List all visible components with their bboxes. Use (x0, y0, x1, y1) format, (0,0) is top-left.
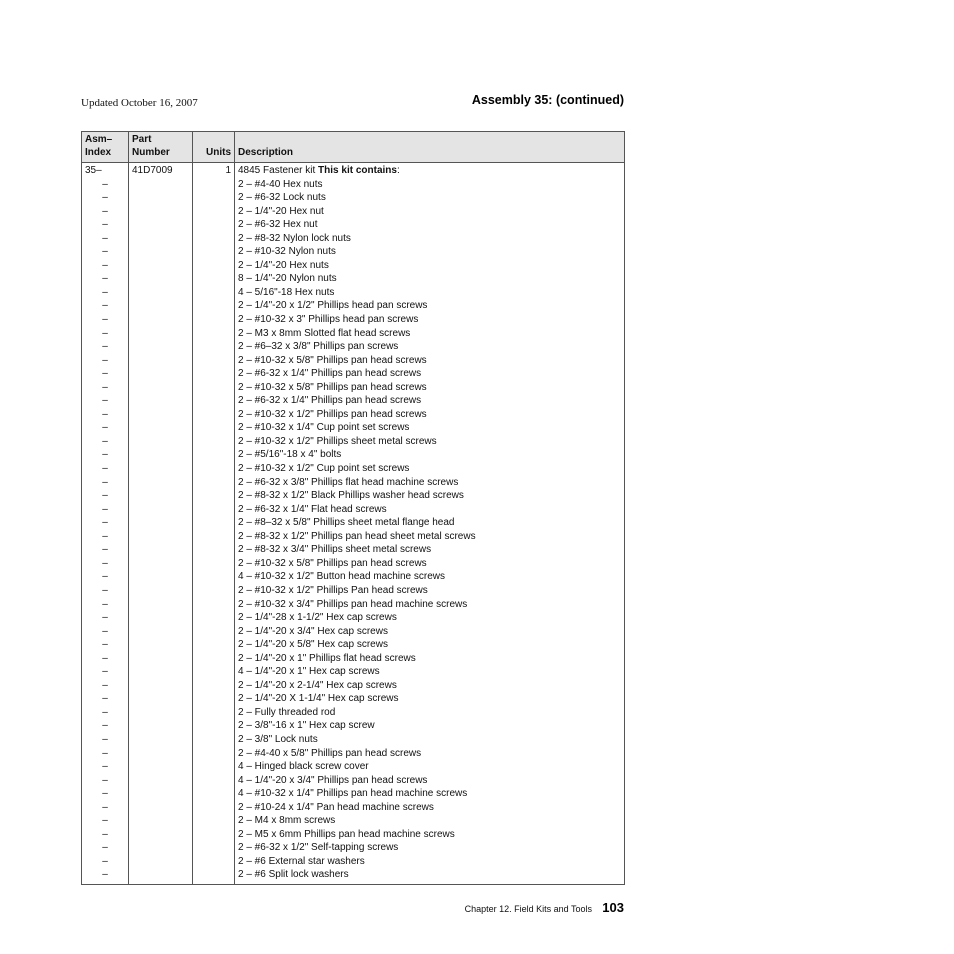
part-number-cell (129, 462, 193, 476)
table-row (82, 489, 625, 503)
description-cell: 2 – 1/4"-20 X 1-1/4" Hex cap screws (235, 692, 625, 706)
units-cell (193, 394, 235, 408)
units-cell (193, 272, 235, 286)
description-cell: 2 – #10-32 x 1/2" Phillips sheet metal screws (235, 435, 625, 449)
units-cell (193, 354, 235, 368)
table-row (82, 421, 625, 435)
description-cell: 2 – 1/4"-20 x 2-1/4" Hex cap screws (235, 679, 625, 693)
table-row (82, 245, 625, 259)
table-row (82, 719, 625, 733)
asm-index-cell: – (82, 489, 129, 503)
asm-index-cell: – (82, 625, 129, 639)
asm-index-cell: – (82, 665, 129, 679)
units-cell (193, 462, 235, 476)
part-number-cell (129, 245, 193, 259)
table-row (82, 205, 625, 219)
asm-index-cell: – (82, 530, 129, 544)
table-row (82, 747, 625, 761)
description-cell: 2 – #6-32 Hex nut (235, 218, 625, 232)
table-row (82, 801, 625, 815)
table-row (82, 625, 625, 639)
part-number-cell (129, 787, 193, 801)
units-cell (193, 801, 235, 815)
asm-index-cell: – (82, 178, 129, 192)
units-cell: 1 (193, 163, 235, 178)
asm-index-cell: – (82, 232, 129, 246)
description-cell: 2 – M5 x 6mm Phillips pan head machine screws (235, 828, 625, 842)
part-number-cell (129, 476, 193, 490)
part-number-cell (129, 760, 193, 774)
description-cell: 2 – #6-32 x 3/8" Phillips flat head machine screws (235, 476, 625, 490)
units-cell (193, 232, 235, 246)
units-cell (193, 814, 235, 828)
units-cell (193, 828, 235, 842)
table-row (82, 272, 625, 286)
units-cell (193, 367, 235, 381)
asm-index-cell: – (82, 814, 129, 828)
table-row (82, 760, 625, 774)
table-row (82, 394, 625, 408)
table-row (82, 814, 625, 828)
description-cell: 2 – M3 x 8mm Slotted flat head screws (235, 327, 625, 341)
units-cell (193, 652, 235, 666)
table-row (82, 299, 625, 313)
asm-index-cell: – (82, 245, 129, 259)
units-cell (193, 448, 235, 462)
table-row (82, 286, 625, 300)
table-row (82, 191, 625, 205)
part-number-cell (129, 340, 193, 354)
table-row (82, 611, 625, 625)
units-cell (193, 178, 235, 192)
description-cell: 2 – M4 x 8mm screws (235, 814, 625, 828)
description-cell: 2 – #8–32 x 5/8" Phillips sheet metal flange head (235, 516, 625, 530)
part-number-cell (129, 665, 193, 679)
units-cell (193, 408, 235, 422)
part-number-cell (129, 313, 193, 327)
asm-index-cell: – (82, 448, 129, 462)
units-cell (193, 205, 235, 219)
description-cell: 4845 Fastener kit This kit contains: (235, 163, 625, 178)
asm-index-cell: – (82, 259, 129, 273)
description-cell: 4 – 5/16"-18 Hex nuts (235, 286, 625, 300)
units-cell (193, 286, 235, 300)
part-number-cell (129, 205, 193, 219)
updated-date: Updated October 16, 2007 (81, 97, 198, 109)
part-number-cell (129, 638, 193, 652)
part-number-cell (129, 679, 193, 693)
table-row (82, 787, 625, 801)
units-cell (193, 638, 235, 652)
table-row (82, 855, 625, 869)
table-row (82, 259, 625, 273)
units-cell (193, 598, 235, 612)
table-row (82, 218, 625, 232)
description-cell: 2 – #10-32 Nylon nuts (235, 245, 625, 259)
units-cell (193, 476, 235, 490)
page-number: 103 (602, 900, 624, 915)
asm-index-cell: – (82, 503, 129, 517)
table-row (82, 163, 625, 178)
part-number-cell (129, 286, 193, 300)
description-cell: 2 – #6–32 x 3/8" Phillips pan screws (235, 340, 625, 354)
table-row (82, 448, 625, 462)
part-number-cell (129, 191, 193, 205)
asm-index-cell: – (82, 719, 129, 733)
asm-index-cell: – (82, 218, 129, 232)
description-cell: 2 – #8-32 x 3/4" Phillips sheet metal screws (235, 543, 625, 557)
table-row (82, 503, 625, 517)
units-cell (193, 855, 235, 869)
table-row (82, 367, 625, 381)
units-cell (193, 679, 235, 693)
units-cell (193, 530, 235, 544)
table-row (82, 652, 625, 666)
units-cell (193, 774, 235, 788)
description-cell: 8 – 1/4"-20 Nylon nuts (235, 272, 625, 286)
description-cell: 2 – #10-32 x 1/2" Cup point set screws (235, 462, 625, 476)
table-row (82, 408, 625, 422)
description-cell: 2 – #10-32 x 3" Phillips head pan screws (235, 313, 625, 327)
description-cell: 2 – 1/4"-20 x 3/4" Hex cap screws (235, 625, 625, 639)
part-number-cell (129, 706, 193, 720)
column-header-part-number: Part Number (129, 132, 193, 163)
description-cell: 2 – #10-32 x 1/2" Phillips pan head screws (235, 408, 625, 422)
asm-index-cell: – (82, 733, 129, 747)
description-cell: 2 – #10-32 x 5/8" Phillips pan head screws (235, 354, 625, 368)
units-cell (193, 868, 235, 884)
units-cell (193, 218, 235, 232)
asm-index-cell: – (82, 313, 129, 327)
table-row (82, 706, 625, 720)
table-row (82, 841, 625, 855)
description-cell: 2 – 1/4"-20 x 1" Phillips flat head screws (235, 652, 625, 666)
part-number-cell (129, 503, 193, 517)
description-cell: 2 – #10-24 x 1/4" Pan head machine screws (235, 801, 625, 815)
part-number-cell (129, 570, 193, 584)
column-header-units: Units (193, 132, 235, 163)
description-cell: 2 – #4-40 x 5/8" Phillips pan head screws (235, 747, 625, 761)
part-number-cell (129, 543, 193, 557)
asm-index-cell: – (82, 747, 129, 761)
asm-index-cell: – (82, 774, 129, 788)
description-cell: 2 – 3/8"-16 x 1" Hex cap screw (235, 719, 625, 733)
table-row (82, 584, 625, 598)
units-cell (193, 421, 235, 435)
units-cell (193, 327, 235, 341)
part-number-cell (129, 719, 193, 733)
asm-index-cell: – (82, 476, 129, 490)
table-row (82, 868, 625, 884)
units-cell (193, 584, 235, 598)
table-row (82, 828, 625, 842)
units-cell (193, 557, 235, 571)
part-number-cell (129, 367, 193, 381)
table-row (82, 435, 625, 449)
part-number-cell: 41D7009 (129, 163, 193, 178)
description-cell: 2 – #6-32 Lock nuts (235, 191, 625, 205)
table-row (82, 733, 625, 747)
units-cell (193, 191, 235, 205)
description-cell: 2 – #6-32 x 1/4" Phillips pan head screws (235, 367, 625, 381)
asm-index-cell: – (82, 679, 129, 693)
asm-index-cell: – (82, 462, 129, 476)
description-cell: 2 – #4-40 Hex nuts (235, 178, 625, 192)
units-cell (193, 760, 235, 774)
units-cell (193, 516, 235, 530)
description-cell: 2 – #6 External star washers (235, 855, 625, 869)
description-cell: 4 – #10-32 x 1/4" Phillips pan head machine screws (235, 787, 625, 801)
part-number-cell (129, 327, 193, 341)
description-cell: 2 – #8-32 x 1/2" Phillips pan head sheet metal screws (235, 530, 625, 544)
units-cell (193, 611, 235, 625)
units-cell (193, 841, 235, 855)
part-number-cell (129, 178, 193, 192)
description-cell: 2 – #10-32 x 1/2" Phillips Pan head screws (235, 584, 625, 598)
part-number-cell (129, 625, 193, 639)
asm-index-cell: – (82, 381, 129, 395)
asm-index-cell: – (82, 557, 129, 571)
part-number-cell (129, 801, 193, 815)
part-number-cell (129, 855, 193, 869)
asm-index-cell: – (82, 841, 129, 855)
description-cell: 2 – #5/16"-18 x 4" bolts (235, 448, 625, 462)
part-number-cell (129, 868, 193, 884)
units-cell (193, 503, 235, 517)
part-number-cell (129, 557, 193, 571)
description-cell: 2 – #6-32 x 1/4" Phillips pan head screws (235, 394, 625, 408)
asm-index-cell: – (82, 787, 129, 801)
part-number-cell (129, 354, 193, 368)
part-number-cell (129, 232, 193, 246)
part-number-cell (129, 530, 193, 544)
asm-index-cell: – (82, 584, 129, 598)
asm-index-cell: – (82, 408, 129, 422)
table-row (82, 774, 625, 788)
asm-index-cell: – (82, 706, 129, 720)
description-cell: 2 – #6-32 x 1/4" Flat head screws (235, 503, 625, 517)
asm-index-cell: – (82, 828, 129, 842)
asm-index-cell: – (82, 286, 129, 300)
table-row (82, 679, 625, 693)
description-cell: 2 – 1/4"-20 x 5/8" Hex cap screws (235, 638, 625, 652)
part-number-cell (129, 814, 193, 828)
part-number-cell (129, 299, 193, 313)
part-number-cell (129, 448, 193, 462)
asm-index-cell: – (82, 692, 129, 706)
column-header-description: Description (235, 132, 625, 163)
asm-index-cell: – (82, 299, 129, 313)
part-number-cell (129, 841, 193, 855)
asm-index-cell: – (82, 516, 129, 530)
asm-index-cell: – (82, 611, 129, 625)
table-row (82, 557, 625, 571)
units-cell (193, 299, 235, 313)
part-number-cell (129, 489, 193, 503)
asm-index-cell: – (82, 354, 129, 368)
part-number-cell (129, 435, 193, 449)
description-cell: 2 – #10-32 x 3/4" Phillips pan head machine screws (235, 598, 625, 612)
part-number-cell (129, 774, 193, 788)
part-number-cell (129, 259, 193, 273)
units-cell (193, 543, 235, 557)
part-number-cell (129, 733, 193, 747)
description-cell: 2 – 1/4"-20 x 1/2" Phillips head pan screws (235, 299, 625, 313)
table-row (82, 570, 625, 584)
table-row (82, 232, 625, 246)
asm-index-cell: 35– (82, 163, 129, 178)
kit-contents-label: This kit contains (318, 165, 397, 176)
description-cell: 2 – Fully threaded rod (235, 706, 625, 720)
asm-index-cell: – (82, 638, 129, 652)
units-cell (193, 259, 235, 273)
part-number-cell (129, 828, 193, 842)
asm-index-cell: – (82, 598, 129, 612)
table-row (82, 638, 625, 652)
table-row (82, 313, 625, 327)
units-cell (193, 489, 235, 503)
asm-index-cell: – (82, 367, 129, 381)
units-cell (193, 570, 235, 584)
table-row (82, 543, 625, 557)
description-cell: 4 – #10-32 x 1/2" Button head machine screws (235, 570, 625, 584)
description-cell: 2 – #10-32 x 1/4" Cup point set screws (235, 421, 625, 435)
asm-index-cell: – (82, 421, 129, 435)
table-row (82, 327, 625, 341)
part-number-cell (129, 408, 193, 422)
description-cell: 2 – 1/4"-28 x 1-1/2" Hex cap screws (235, 611, 625, 625)
description-cell: 2 – 1/4"-20 Hex nut (235, 205, 625, 219)
part-number-cell (129, 747, 193, 761)
part-number-cell (129, 611, 193, 625)
asm-index-cell: – (82, 435, 129, 449)
part-number-cell (129, 692, 193, 706)
units-cell (193, 245, 235, 259)
asm-index-cell: – (82, 868, 129, 884)
units-cell (193, 692, 235, 706)
units-cell (193, 747, 235, 761)
asm-index-cell: – (82, 543, 129, 557)
table-row (82, 665, 625, 679)
table-row (82, 476, 625, 490)
description-cell: 2 – 3/8" Lock nuts (235, 733, 625, 747)
units-cell (193, 340, 235, 354)
units-cell (193, 625, 235, 639)
table-row (82, 692, 625, 706)
units-cell (193, 313, 235, 327)
part-number-cell (129, 516, 193, 530)
asm-index-cell: – (82, 191, 129, 205)
description-cell: 2 – 1/4"-20 Hex nuts (235, 259, 625, 273)
parts-table (81, 131, 625, 885)
units-cell (193, 381, 235, 395)
units-cell (193, 733, 235, 747)
part-number-cell (129, 394, 193, 408)
table-row (82, 340, 625, 354)
part-number-cell (129, 421, 193, 435)
asm-index-cell: – (82, 570, 129, 584)
table-row (82, 354, 625, 368)
description-cell: 4 – Hinged black screw cover (235, 760, 625, 774)
table-row (82, 530, 625, 544)
chapter-footer: Chapter 12. Field Kits and Tools (464, 904, 592, 914)
units-cell (193, 665, 235, 679)
table-row (82, 462, 625, 476)
table-header-row (82, 132, 625, 163)
description-cell: 2 – #6 Split lock washers (235, 868, 625, 884)
column-header-index: Asm– Index (82, 132, 129, 163)
units-cell (193, 787, 235, 801)
asm-index-cell: – (82, 855, 129, 869)
page-heading: Assembly 35: (continued) (471, 93, 624, 107)
asm-index-cell: – (82, 272, 129, 286)
part-number-cell (129, 652, 193, 666)
table-row (82, 598, 625, 612)
asm-index-cell: – (82, 340, 129, 354)
asm-index-cell: – (82, 652, 129, 666)
description-cell: 2 – #8-32 x 1/2" Black Phillips washer head screws (235, 489, 625, 503)
asm-index-cell: – (82, 327, 129, 341)
table-row (82, 516, 625, 530)
table-row (82, 178, 625, 192)
asm-index-cell: – (82, 394, 129, 408)
part-number-cell (129, 584, 193, 598)
description-cell: 2 – #8-32 Nylon lock nuts (235, 232, 625, 246)
units-cell (193, 706, 235, 720)
table-row (82, 381, 625, 395)
part-number-cell (129, 272, 193, 286)
description-cell: 2 – #10-32 x 5/8" Phillips pan head screws (235, 381, 625, 395)
asm-index-cell: – (82, 760, 129, 774)
units-cell (193, 719, 235, 733)
units-cell (193, 435, 235, 449)
asm-index-cell: – (82, 801, 129, 815)
description-cell: 4 – 1/4"-20 x 1" Hex cap screws (235, 665, 625, 679)
description-cell: 2 – #10-32 x 5/8" Phillips pan head screws (235, 557, 625, 571)
asm-index-cell: – (82, 205, 129, 219)
description-cell: 4 – 1/4"-20 x 3/4" Phillips pan head screws (235, 774, 625, 788)
part-number-cell (129, 598, 193, 612)
part-number-cell (129, 218, 193, 232)
part-number-cell (129, 381, 193, 395)
description-cell: 2 – #6-32 x 1/2" Self-tapping screws (235, 841, 625, 855)
